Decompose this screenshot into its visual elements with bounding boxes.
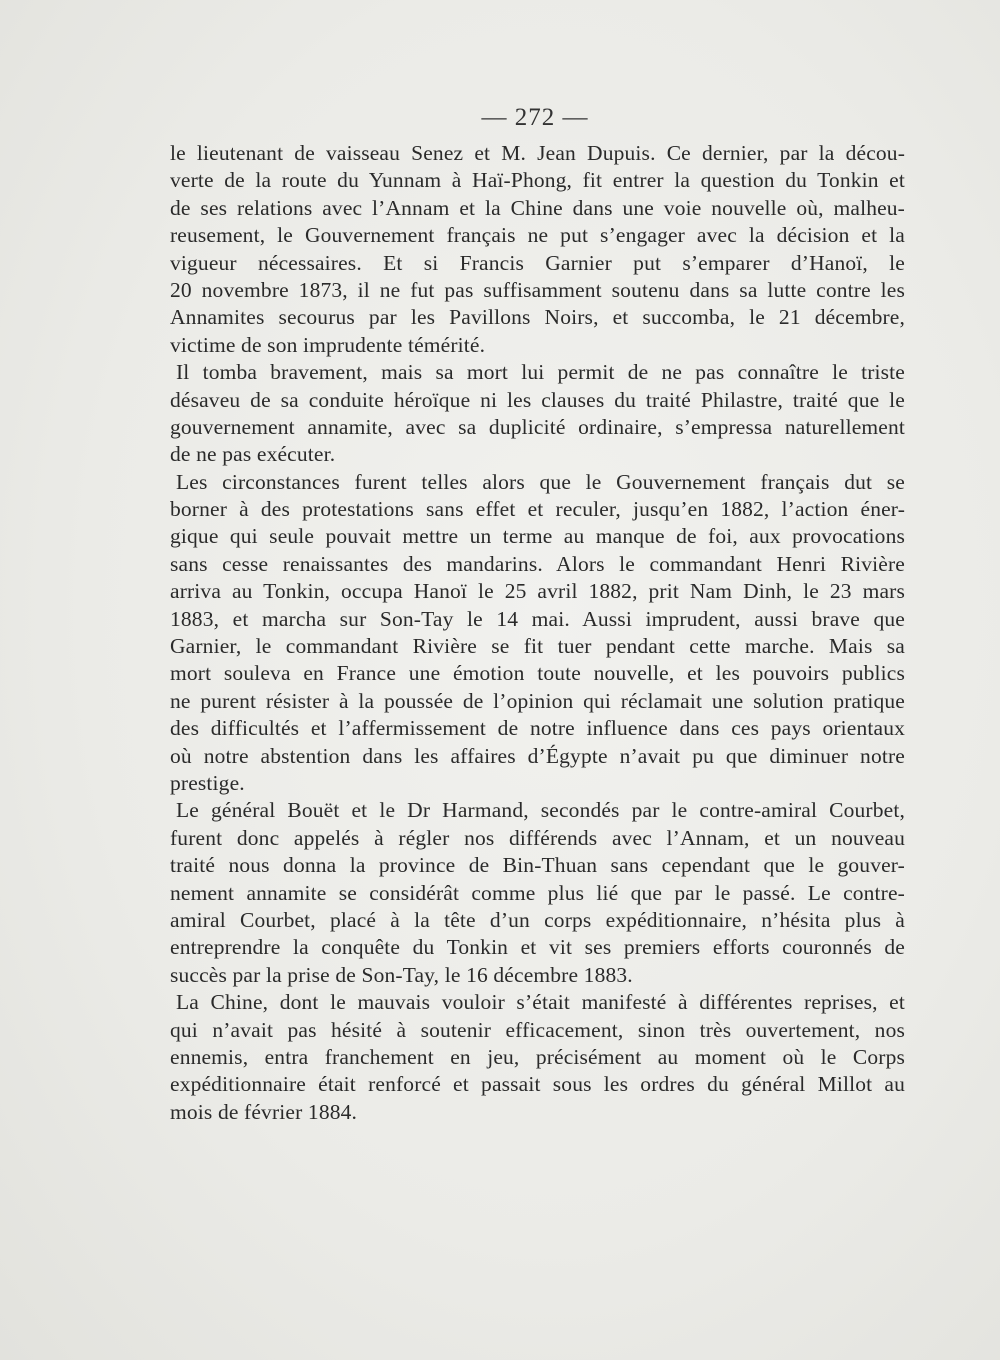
text-line: Il tomba bravement, mais sa mort lui permit de ne pas connaître le triste [176, 360, 905, 385]
text-line: prestige. [170, 770, 245, 795]
text-line: 1883, et marcha sur Son-Tay le 14 mai. Aussi imprudent, aussi brave que [170, 606, 905, 631]
text-line: succès par la prise de Son-Tay, le 16 décembre 1883. [170, 962, 633, 987]
text-line: Garnier, le commandant Rivière se fit tuer pendant cette marche. Mais sa [170, 634, 905, 659]
text-line: nement annamite se considérât comme plus lié que par le passé. Le contre- [170, 880, 905, 905]
text-line: ne purent résister à la poussée de l’opinion qui réclamait une solution pratique [170, 688, 905, 713]
text-line: Les circonstances furent telles alors que le Gouvernement français dut se [176, 469, 905, 494]
text-line: mort souleva en France une émotion toute nouvelle, et les pouvoirs publics [170, 661, 905, 686]
text-line: borner à des protestations sans effet et reculer, jusqu’en 1882, l’action éner- [170, 497, 905, 522]
body-text [170, 140, 905, 1126]
text-line: traité nous donna la province de Bin-Thuan sans cependant que le gouver- [170, 853, 905, 878]
page-number: — 272 — [481, 104, 589, 131]
text-line: victime de son imprudente témérité. [170, 332, 486, 357]
text-line: mois de février 1884. [170, 1099, 358, 1124]
text-line: gique qui seule pouvait mettre un terme au manque de foi, aux provocations [170, 524, 905, 549]
text-line: de ne pas exécuter. [170, 442, 336, 467]
text-line: désaveu de sa conduite héroïque ni les clauses du traité Philastre, traité que le [170, 387, 905, 412]
text-line: arriva au Tonkin, occupa Hanoï le 25 avril 1882, prit Nam Dinh, le 23 mars [170, 579, 905, 604]
text-line: Annamites secourus par les Pavillons Noirs, et succomba, le 21 décembre, [170, 305, 905, 330]
text-line: des difficultés et l’affermissement de notre influence dans ces pays orientaux [170, 716, 905, 741]
text-line: verte de la route du Yunnam à Haï-Phong, fit entrer la question du Tonkin et [170, 168, 905, 193]
text-line: 20 novembre 1873, il ne fut pas suffisamment soutenu dans sa lutte contre les [170, 277, 905, 302]
text-line: vigueur nécessaires. Et si Francis Garnier put s’emparer d’Hanoï, le [170, 250, 905, 275]
text-line: sans cesse renaissantes des mandarins. Alors le commandant Henri Rivière [170, 551, 905, 576]
text-line: le lieutenant de vaisseau Senez et M. Jean Dupuis. Ce dernier, par la décou- [170, 141, 905, 165]
text-line: reusement, le Gouvernement français ne put s’engager avec la décision et la [170, 223, 905, 248]
text-line: gouvernement annamite, avec sa duplicité ordinaire, s’empressa naturellement [170, 414, 905, 439]
text-line: entreprendre la conquête du Tonkin et vit ses premiers efforts couronnés de [170, 935, 905, 960]
text-line: Le général Bouët et le Dr Harmand, secondés par le contre-amiral Courbet, [176, 798, 905, 823]
text-line: ennemis, entra franchement en jeu, précisément au moment où le Corps [170, 1044, 905, 1069]
text-line: expéditionnaire était renforcé et passait sous les ordres du général Millot au [170, 1072, 905, 1097]
text-line: de ses relations avec l’Annam et la Chine dans une voie nouvelle où, malheu- [170, 195, 905, 220]
text-line: furent donc appelés à régler nos différends avec l’Annam, et un nouveau [170, 825, 905, 850]
text-line: La Chine, dont le mauvais vouloir s’était manifesté à différentes reprises, et [176, 990, 905, 1015]
text-line: où notre abstention dans les affaires d’Égypte n’avait pu que diminuer notre [170, 743, 905, 768]
text-line: qui n’avait pas hésité à soutenir efficacement, sinon très ouvertement, nos [170, 1017, 905, 1042]
text-line: amiral Courbet, placé à la tête d’un corps expéditionnaire, n’hésita plus à [170, 907, 905, 932]
